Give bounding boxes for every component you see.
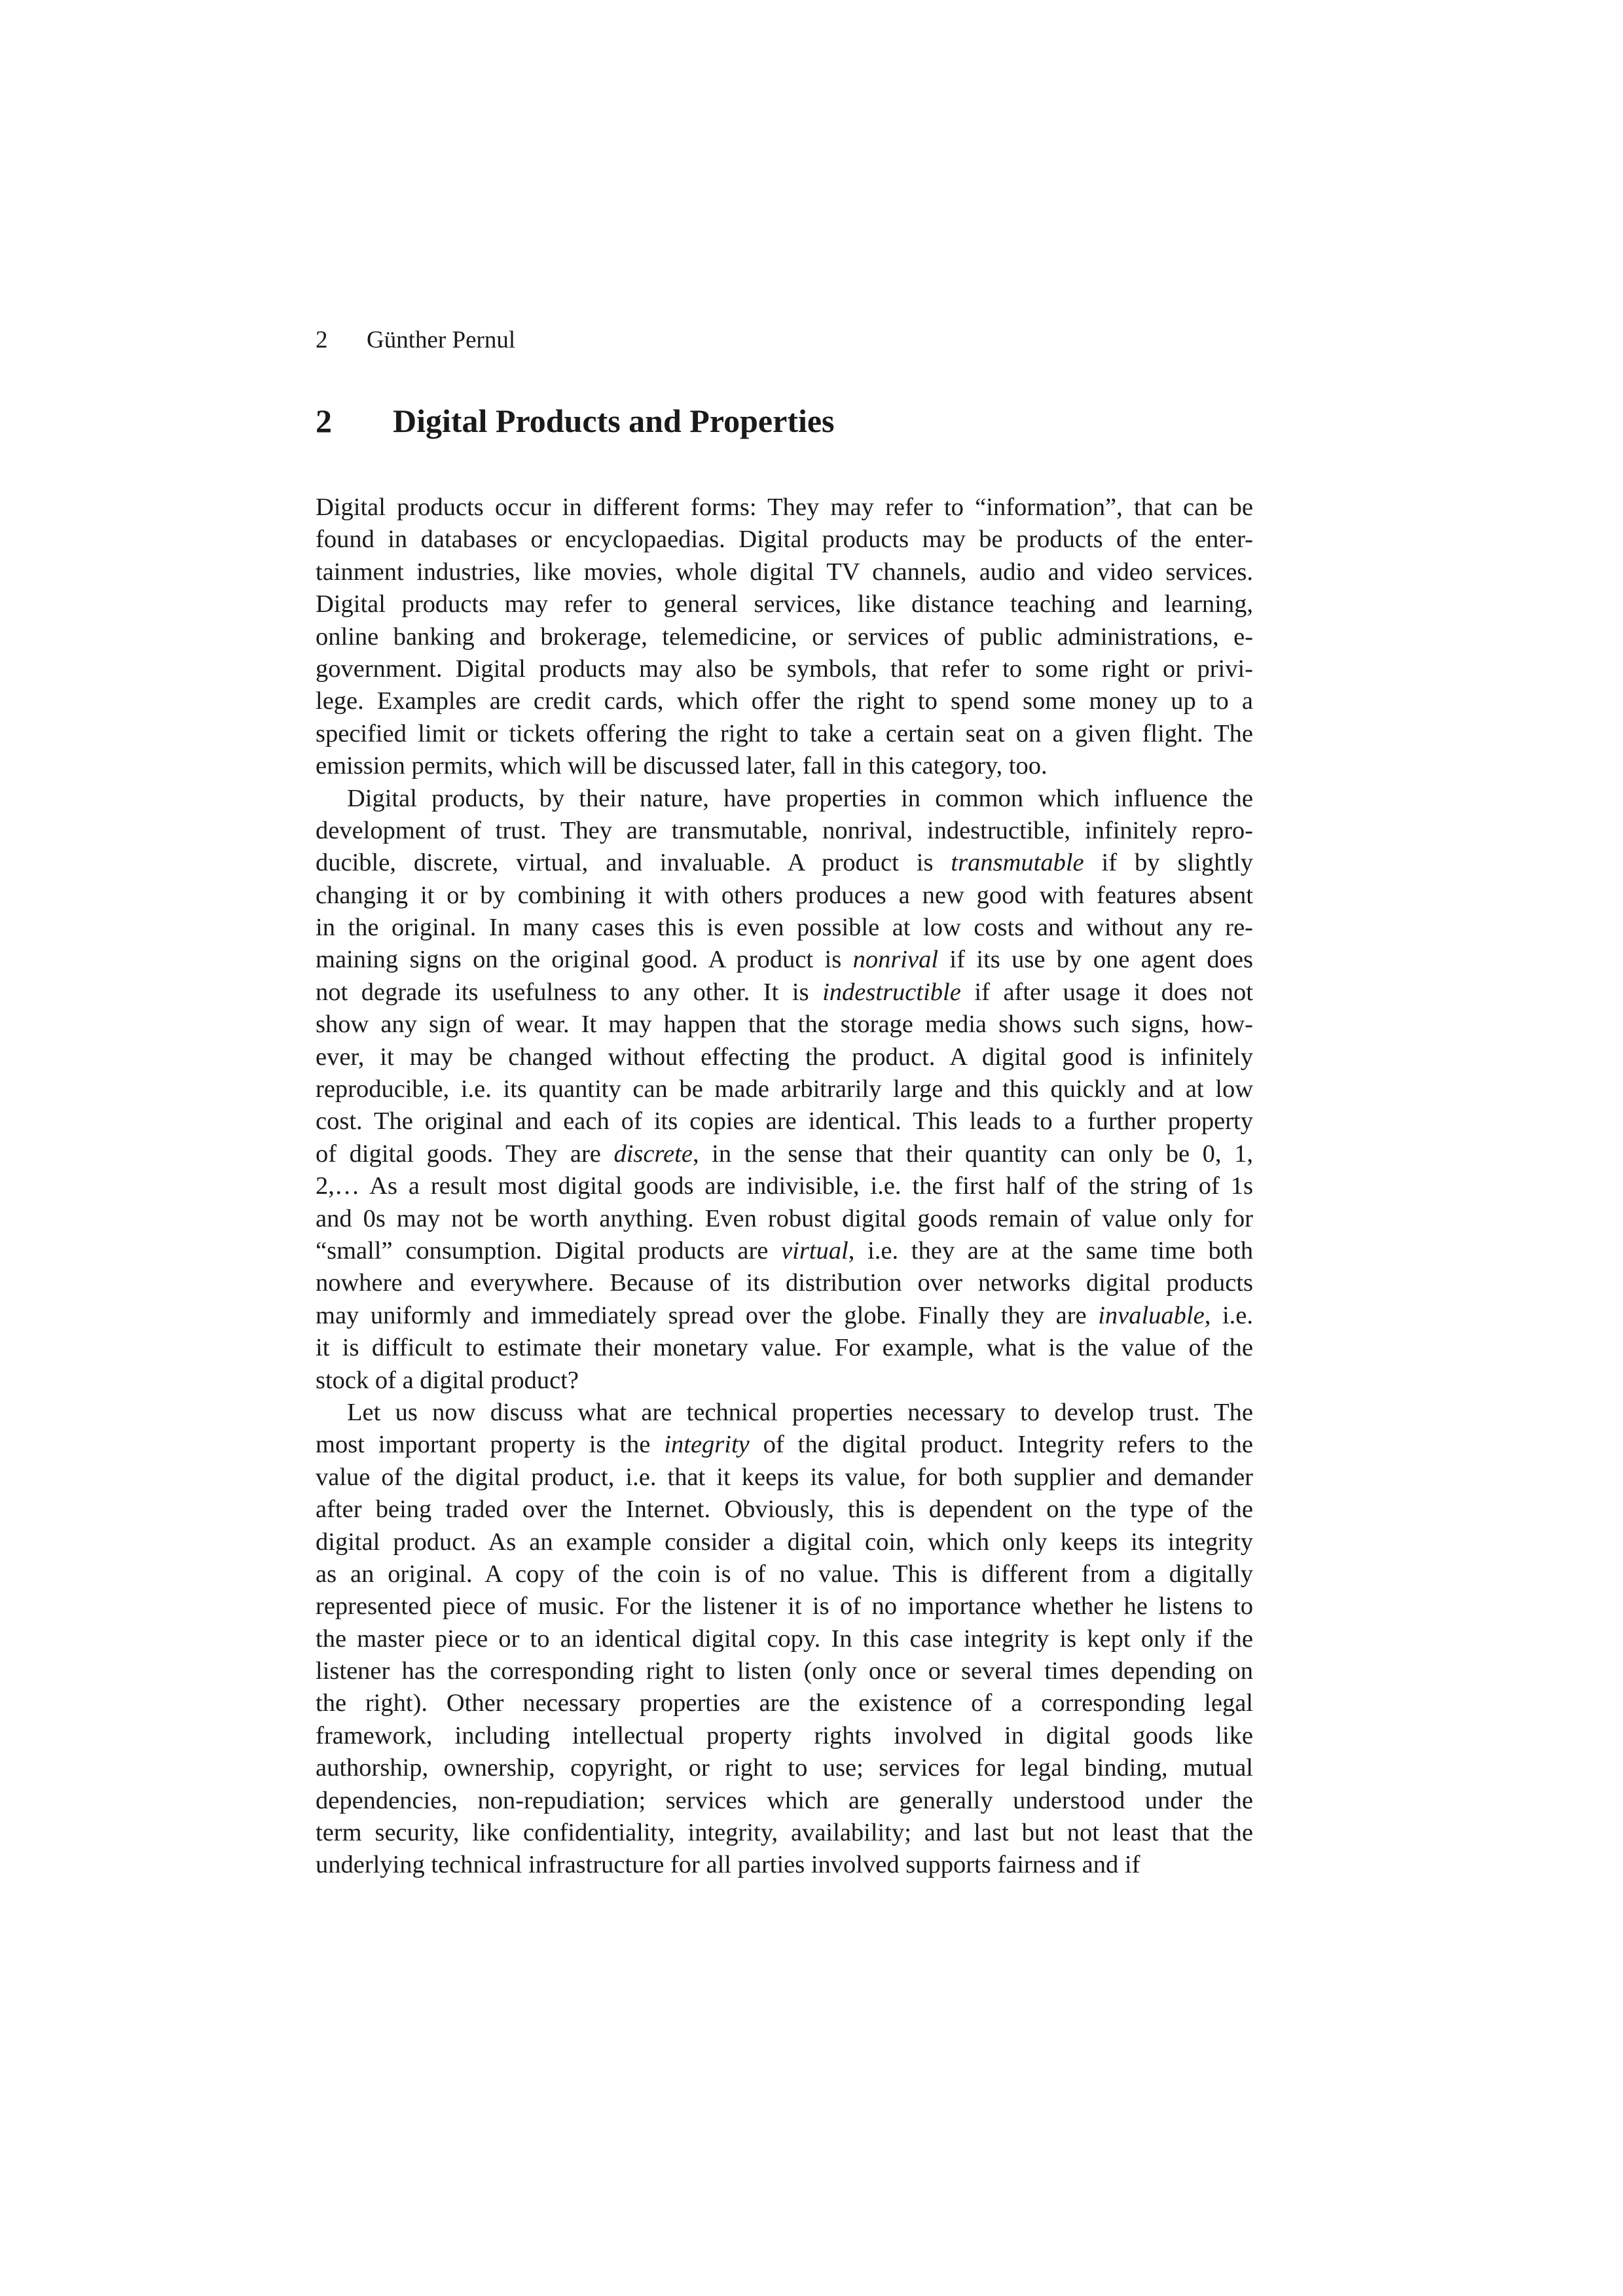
text-line: development of trust. They are transmutable, nonrival, indestructible, infinitely repro-	[316, 816, 1253, 844]
text-line: show any sign of wear. It may happen that the storage media shows such signs, how-	[316, 1011, 1253, 1039]
emphasized-term: virtual	[781, 1236, 848, 1265]
text-line: in the original. In many cases this is even possible at low costs and without any re-	[316, 914, 1253, 942]
emphasized-term: discrete	[613, 1139, 693, 1168]
text-line: Digital products, by their nature, have properties in common which influence the	[347, 784, 1253, 812]
text-line: 2,… As a result most digital goods are indivisible, i.e. the first half of the string of 1s	[316, 1172, 1253, 1200]
text-line: changing it or by combining it with others produces a new good with features absent	[316, 881, 1253, 909]
paragraph	[316, 1397, 1253, 1882]
text-line: dependencies, non-repudiation; services which are generally understood under the	[316, 1786, 1253, 1814]
text-line: authorship, ownership, copyright, or right to use; services for legal binding, mutual	[316, 1754, 1253, 1782]
text-line: Digital products occur in different forms: They may refer to “information”, that can be	[316, 493, 1253, 521]
emphasized-term: invaluable	[1098, 1301, 1205, 1329]
text-line: reproducible, i.e. its quantity can be made arbitrarily large and this quickly and at low	[316, 1075, 1253, 1103]
text-line: of digital goods. They are discrete, in the sense that their quantity can only be 0, 1,	[316, 1139, 1253, 1168]
text-line: represented piece of music. For the listener it is of no importance whether he listens to	[316, 1592, 1253, 1621]
text-line: not degrade its usefulness to any other. It is indestructible if after usage it does not	[316, 978, 1253, 1006]
emphasized-term: indestructible	[822, 978, 961, 1006]
text-line: term security, like confidentiality, integrity, availability; and last but not least that the	[316, 1819, 1253, 1847]
text-line: ducible, discrete, virtual, and invaluable. A product is transmutable if by slightly	[316, 849, 1253, 877]
page-number: 2	[316, 327, 328, 353]
emphasized-term: transmutable	[951, 849, 1084, 877]
text-line: framework, including intellectual property rights involved in digital goods like	[316, 1721, 1253, 1749]
text-line: government. Digital products may also be symbols, that refer to some right or privi-	[316, 655, 1253, 683]
text-line: and 0s may not be worth anything. Even robust digital goods remain of value only for	[316, 1204, 1253, 1232]
text-line: may uniformly and immediately spread over the globe. Finally they are invaluable, i.e.	[316, 1301, 1253, 1329]
text-line: ever, it may be changed without effecting the product. A digital good is infinitely	[316, 1043, 1253, 1071]
text-line: nowhere and everywhere. Because of its distribution over networks digital products	[316, 1269, 1253, 1297]
text-line: “small” consumption. Digital products are virtual, i.e. they are at the same time both	[316, 1236, 1253, 1265]
text-line: tainment industries, like movies, whole digital TV channels, audio and video services.	[316, 558, 1253, 586]
text-line: it is difficult to estimate their monetary value. For example, what is the value of the	[316, 1334, 1253, 1362]
text-line: the right). Other necessary properties are the existence of a corresponding legal	[316, 1689, 1253, 1717]
paragraph	[316, 783, 1253, 1397]
section-number: 2	[316, 403, 332, 439]
text-line: most important property is the integrity of the digital product. Integrity refers to the	[316, 1431, 1253, 1459]
text-line: Digital products may refer to general services, like distance teaching and learning,	[316, 590, 1253, 619]
text-line: underlying technical infrastructure for all parties involved supports fairness and if	[316, 1851, 1140, 1879]
text-line: value of the digital product, i.e. that it keeps its value, for both supplier and demander	[316, 1463, 1253, 1491]
running-header-author: Günther Pernul	[367, 327, 516, 353]
text-line: emission permits, which will be discussed later, fall in this category, too.	[316, 752, 1048, 780]
text-line: the master piece or to an identical digital copy. In this case integrity is kept only if the	[316, 1624, 1253, 1653]
text-line: online banking and brokerage, telemedicine, or services of public administrations, e-	[316, 622, 1253, 651]
text-line: Let us now discuss what are technical properties necessary to develop trust. The	[347, 1398, 1253, 1426]
emphasized-term: integrity	[664, 1431, 750, 1459]
emphasized-term: nonrival	[852, 946, 939, 974]
text-line: as an original. A copy of the coin is of no value. This is different from a digitally	[316, 1560, 1253, 1588]
text-line: maining signs on the original good. A product is nonrival if its use by one agent does	[316, 946, 1253, 974]
section-heading	[316, 401, 835, 441]
body-text	[316, 492, 1253, 1882]
text-line: listener has the corresponding right to listen (only once or several times depending on	[316, 1657, 1253, 1685]
paragraph	[316, 492, 1253, 783]
section-title: Digital Products and Properties	[393, 403, 835, 439]
text-line: after being traded over the Internet. Obviously, this is dependent on the type of the	[316, 1496, 1253, 1524]
running-header	[316, 325, 515, 355]
text-line: digital product. As an example consider a digital coin, which only keeps its integrity	[316, 1528, 1253, 1556]
text-line: cost. The original and each of its copies are identical. This leads to a further property	[316, 1107, 1253, 1136]
text-line: found in databases or encyclopaedias. Digital products may be products of the enter-	[316, 526, 1253, 554]
text-line: stock of a digital product?	[316, 1366, 579, 1394]
text-line: lege. Examples are credit cards, which offer the right to spend some money up to a	[316, 687, 1253, 715]
text-line: specified limit or tickets offering the right to take a certain seat on a given flight. The	[316, 719, 1253, 747]
